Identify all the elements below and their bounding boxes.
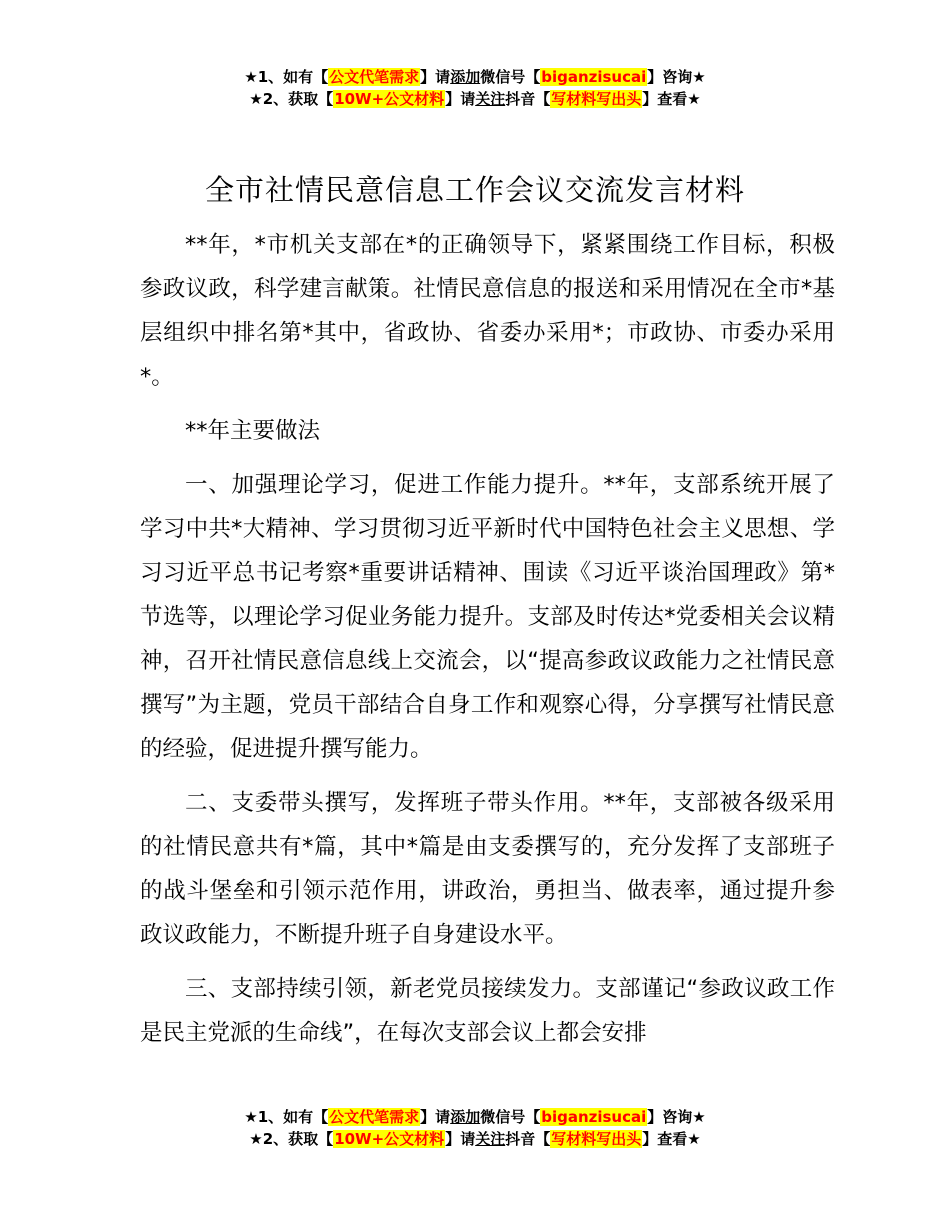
promo-douyin-id: 写材料写出头 [551, 90, 642, 108]
paragraph-section-1: 一、加强理论学习，促进工作能力提升。**年，支部系统开展了学习中共*大精神、学习贯彻习近平新时代中国特色社会主义思想、学习习近平总书记考察*重要讲话精神、围读《习近平谈治国理政》第*节选等，以理论学习促业务能力提升。支部及时传达*党委相关会议精神，召开社情民意信息线上交流会，以“提高参政议政能力之社情民意撰写”为主题，党员干部结合自身工作和观察心得，分享撰写社情民意的经验，促进提升撰写能力。 [140, 472, 835, 762]
paragraph-section-2: 二、支委带头撰写，发挥班子带头作用。**年，支部被各级采用的社情民意共有*篇，其中*篇是由支委撰写的，充分发挥了支部班子的战斗堡垒和引领示范作用，讲政治，勇担当、做表率，通过提升参政议政能力，不断提升班子自身建设水平。 [140, 790, 835, 948]
header-promo-banner [0, 66, 950, 110]
promo-line-1: ★1、如有【公文代笔需求】请添加微信号【biganzisucai】咨询★ [244, 68, 706, 86]
document-title: 全市社情民意信息工作会议交流发言材料 [204, 173, 745, 207]
footer-promo-banner [0, 1106, 950, 1150]
promo-highlight: 公文代笔需求 [329, 1108, 420, 1126]
promo-highlight: 10W+公文材料 [334, 90, 445, 108]
promo-highlight: 10W+公文材料 [334, 1130, 445, 1148]
promo-highlight: 公文代笔需求 [329, 68, 420, 86]
promo-wechat-id: biganzisucai [541, 68, 647, 86]
paragraph-intro: **年，*市机关支部在*的正确领导下，紧紧围绕工作目标，积极参政议政，科学建言献策。社情民意信息的报送和采用情况在全市*基层组织中排名第*其中，省政协、省委办采用*；市政协、市委办采用*。 [140, 232, 835, 390]
promo-douyin-id: 写材料写出头 [551, 1130, 642, 1148]
promo-wechat-id: biganzisucai [541, 1108, 647, 1126]
promo-line-1: ★1、如有【公文代笔需求】请添加微信号【biganzisucai】咨询★ [244, 1108, 706, 1126]
paragraph-section-3: 三、支部持续引领，新老党员接续发力。支部谨记“参政议政工作是民主党派的生命线”，在每次支部会议上都会安排 [140, 976, 835, 1046]
document-body [140, 223, 835, 1065]
promo-line-2: ★2、获取【10W+公文材料】请关注抖音【写材料写出头】查看★ [249, 1130, 701, 1148]
paragraph-heading: **年主要做法 [185, 418, 321, 444]
promo-line-2: ★2、获取【10W+公文材料】请关注抖音【写材料写出头】查看★ [249, 90, 701, 108]
